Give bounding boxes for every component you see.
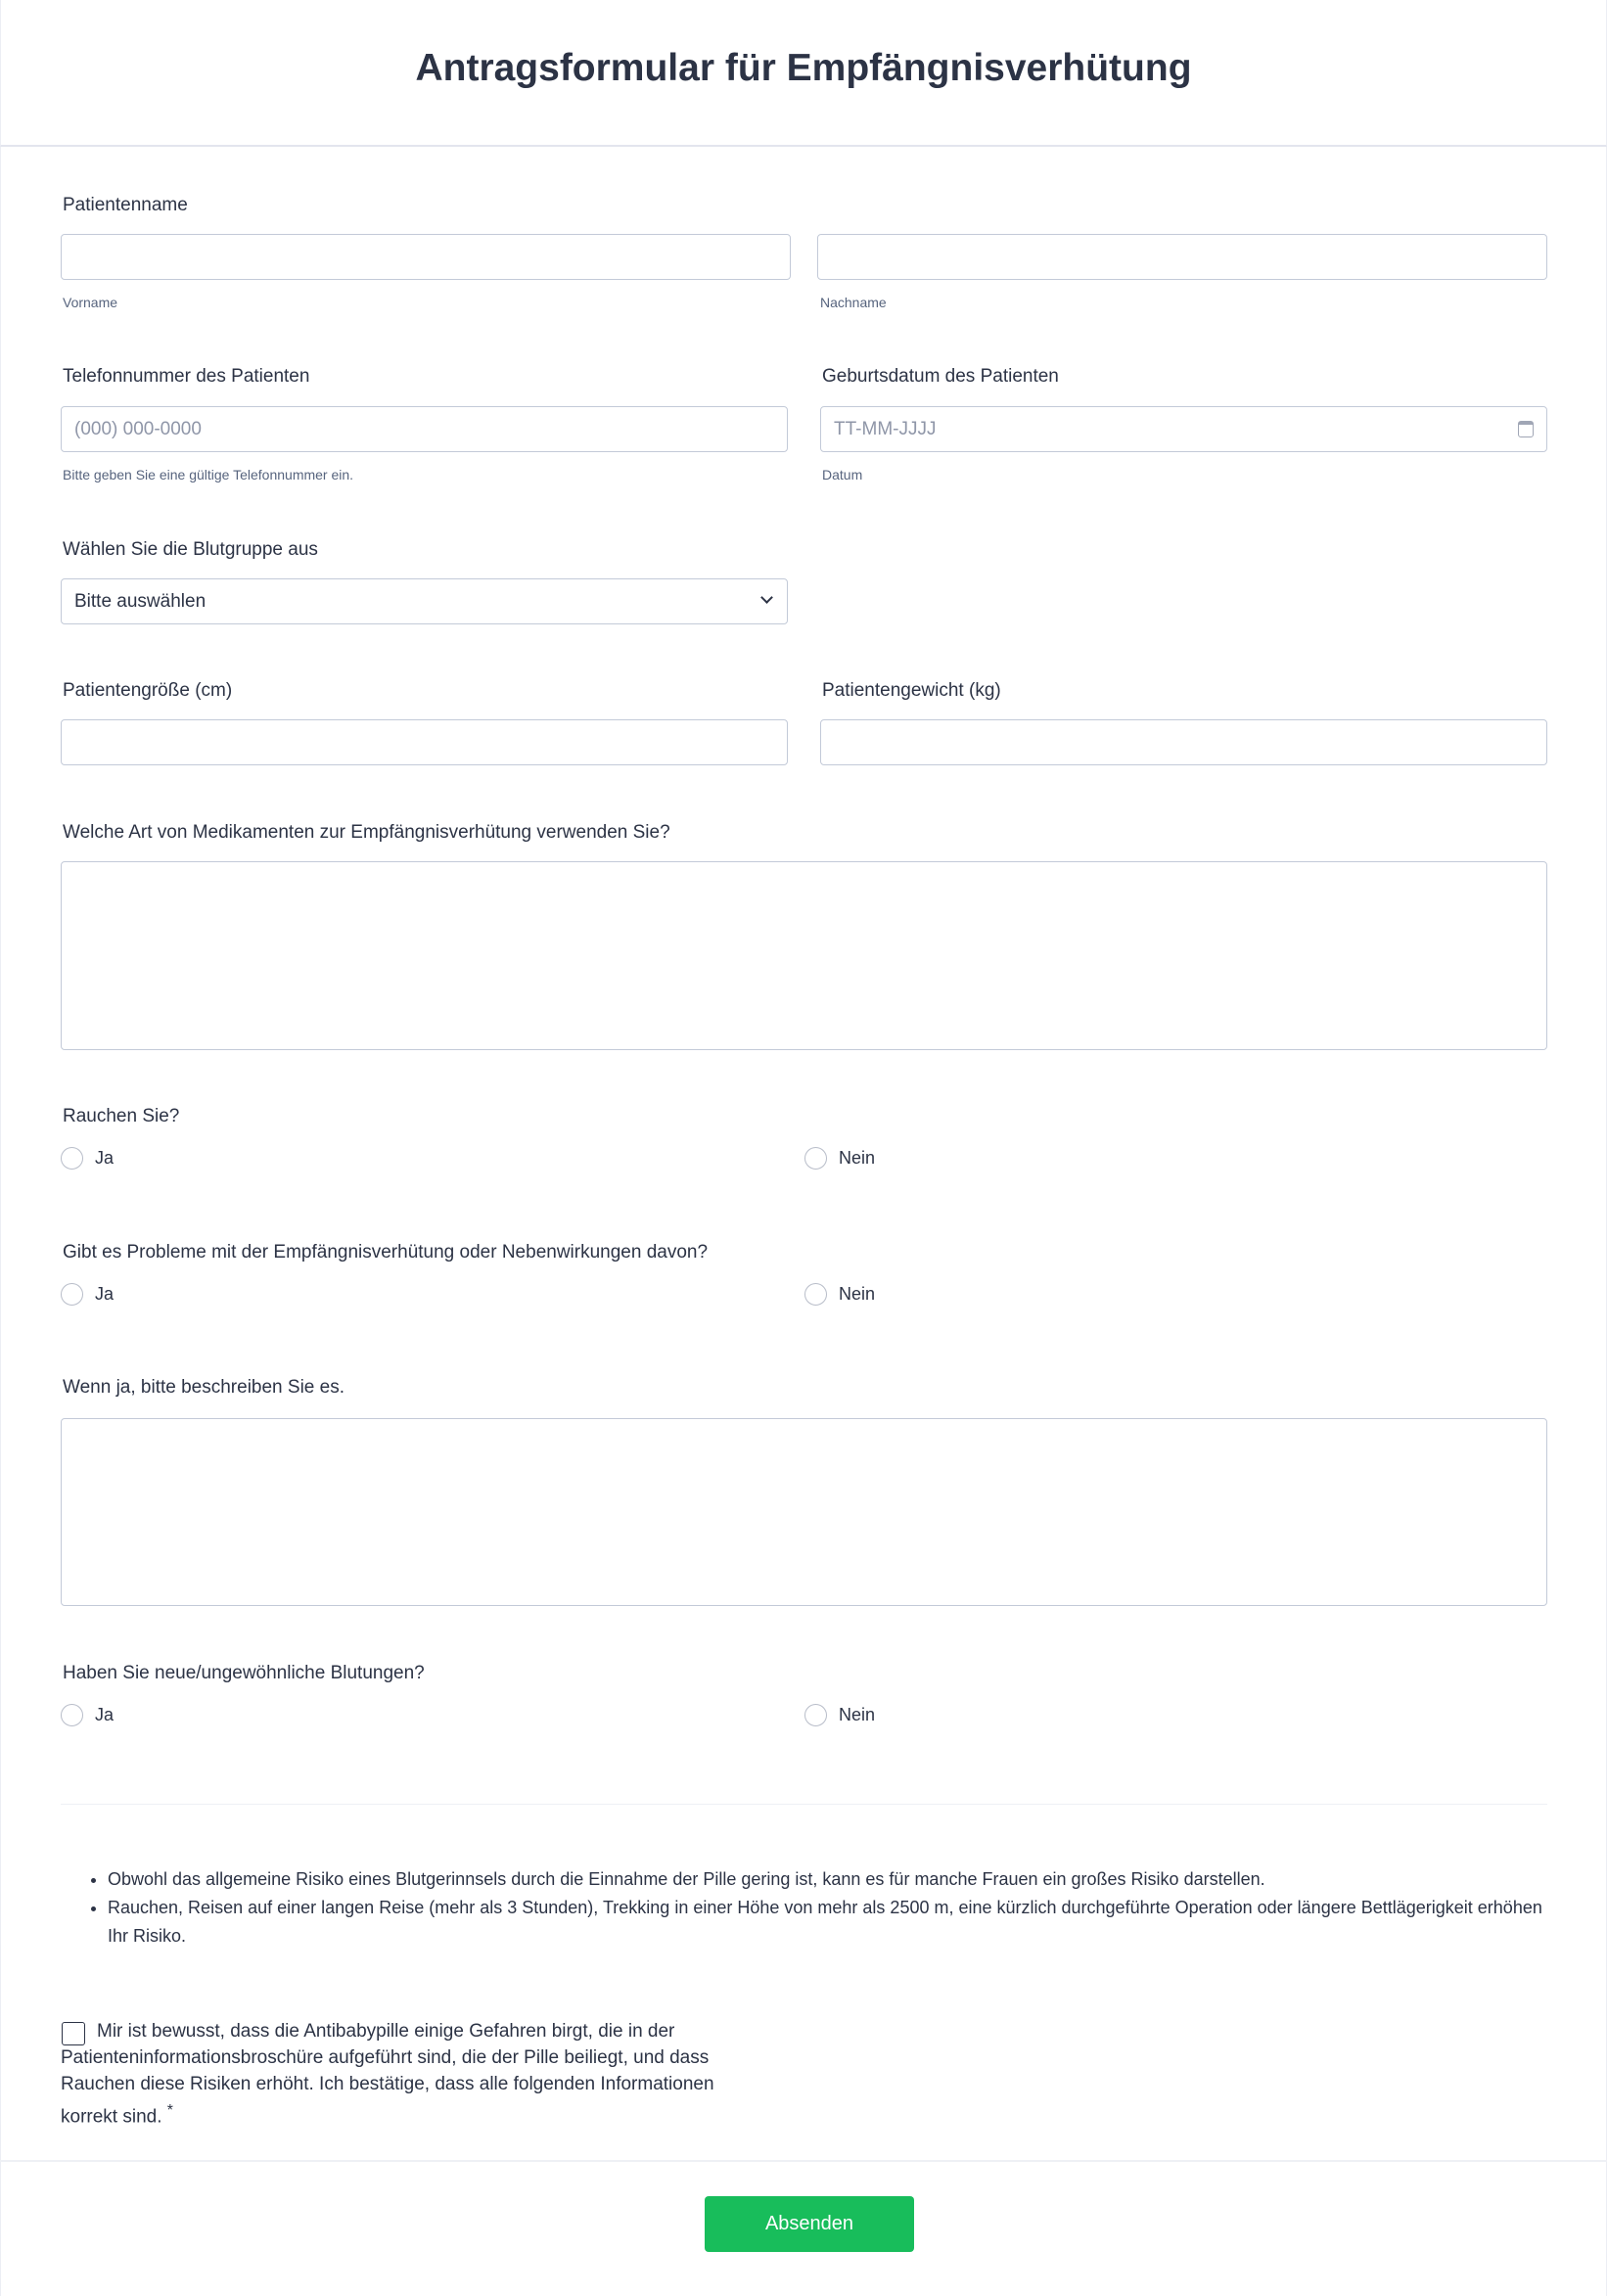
smoking-label: Rauchen Sie? xyxy=(63,1106,180,1126)
chevron-down-icon xyxy=(760,591,773,604)
first-name-input[interactable] xyxy=(61,234,791,280)
bleeding-yes-label[interactable]: Ja xyxy=(95,1705,115,1724)
consent-label[interactable] xyxy=(61,2018,746,2130)
risk-info-item: • Obwohl das allgemeine Risiko eines Blutgerinnsels durch die Einnahme der Pille gering ist, kann es für manche Frauen ein großes Risiko darstellen. xyxy=(108,1865,1551,1894)
page-title: Antragsformular für Empfängnisverhütung xyxy=(415,47,1192,89)
medication-textarea[interactable] xyxy=(61,861,1547,1050)
patient-name-label: Patientenname xyxy=(63,195,188,215)
smoking-no-label[interactable]: Nein xyxy=(839,1148,876,1168)
bleeding-label: Haben Sie neue/ungewöhnliche Blutungen? xyxy=(63,1663,425,1683)
problems-no-radio[interactable] xyxy=(804,1283,827,1306)
consent-text: Mir ist bewusst, dass die Antibabypille einige Gefahren birgt, die in der Patienteninformationsbroschüre aufgeführt sind, die der Pille beiliegt, und dass Rauchen diese Risiken erhöht. Ich bestätige, dass alle folgenden Informationen korrekt sind. xyxy=(61,2021,714,2128)
first-name-sublabel: Vorname xyxy=(63,295,118,310)
phone-input[interactable]: (000) 000-0000 xyxy=(61,406,788,452)
footer-divider xyxy=(0,2160,1607,2162)
problems-yes-label[interactable]: Ja xyxy=(95,1284,115,1304)
height-input[interactable] xyxy=(61,719,788,765)
calendar-icon[interactable] xyxy=(1518,421,1534,437)
submit-button[interactable]: Absenden xyxy=(705,2196,914,2252)
bleeding-no-radio[interactable] xyxy=(804,1704,827,1726)
weight-input[interactable] xyxy=(820,719,1547,765)
blood-type-select[interactable] xyxy=(61,578,788,624)
blood-type-value: Bitte auswählen xyxy=(74,591,207,612)
blood-type-label: Wählen Sie die Blutgruppe aus xyxy=(63,539,318,560)
risk-info-list xyxy=(108,1865,1551,1951)
describe-textarea[interactable] xyxy=(61,1418,1547,1606)
problems-no-label[interactable]: Nein xyxy=(839,1284,876,1304)
last-name-sublabel: Nachname xyxy=(820,295,887,310)
height-label: Patientengröße (cm) xyxy=(63,680,233,701)
required-asterisk: * xyxy=(166,2102,173,2119)
bleeding-yes-radio[interactable] xyxy=(61,1704,83,1726)
smoking-no-radio[interactable] xyxy=(804,1147,827,1170)
weight-label: Patientengewicht (kg) xyxy=(822,680,1001,701)
dob-label: Geburtsdatum des Patienten xyxy=(822,366,1059,387)
problems-yes-radio[interactable] xyxy=(61,1283,83,1306)
dob-input[interactable] xyxy=(820,406,1547,452)
phone-label: Telefonnummer des Patienten xyxy=(63,366,310,387)
smoking-yes-radio[interactable] xyxy=(61,1147,83,1170)
bleeding-no-label[interactable]: Nein xyxy=(839,1705,876,1724)
describe-label: Wenn ja, bitte beschreiben Sie es. xyxy=(63,1377,344,1398)
problems-label: Gibt es Probleme mit der Empfängnisverhütung oder Nebenwirkungen davon? xyxy=(63,1242,709,1263)
smoking-yes-label[interactable]: Ja xyxy=(95,1148,115,1168)
medication-label: Welche Art von Medikamenten zur Empfängnisverhütung verwenden Sie? xyxy=(63,822,670,843)
dob-sublabel: Datum xyxy=(822,467,863,482)
divider xyxy=(61,1804,1547,1805)
dob-placeholder: TT-MM-JJJJ xyxy=(834,419,937,439)
phone-sublabel: Bitte geben Sie eine gültige Telefonnummer ein. xyxy=(63,467,354,482)
risk-info-item: • Rauchen, Reisen auf einer langen Reise (mehr als 3 Stunden), Trekking in einer Höhe von mehr als 2500 m, eine kürzlich durchgeführte Operation oder längere Bettlägerigkeit erhöhen Ihr Risiko. xyxy=(108,1894,1551,1951)
last-name-input[interactable] xyxy=(817,234,1547,280)
